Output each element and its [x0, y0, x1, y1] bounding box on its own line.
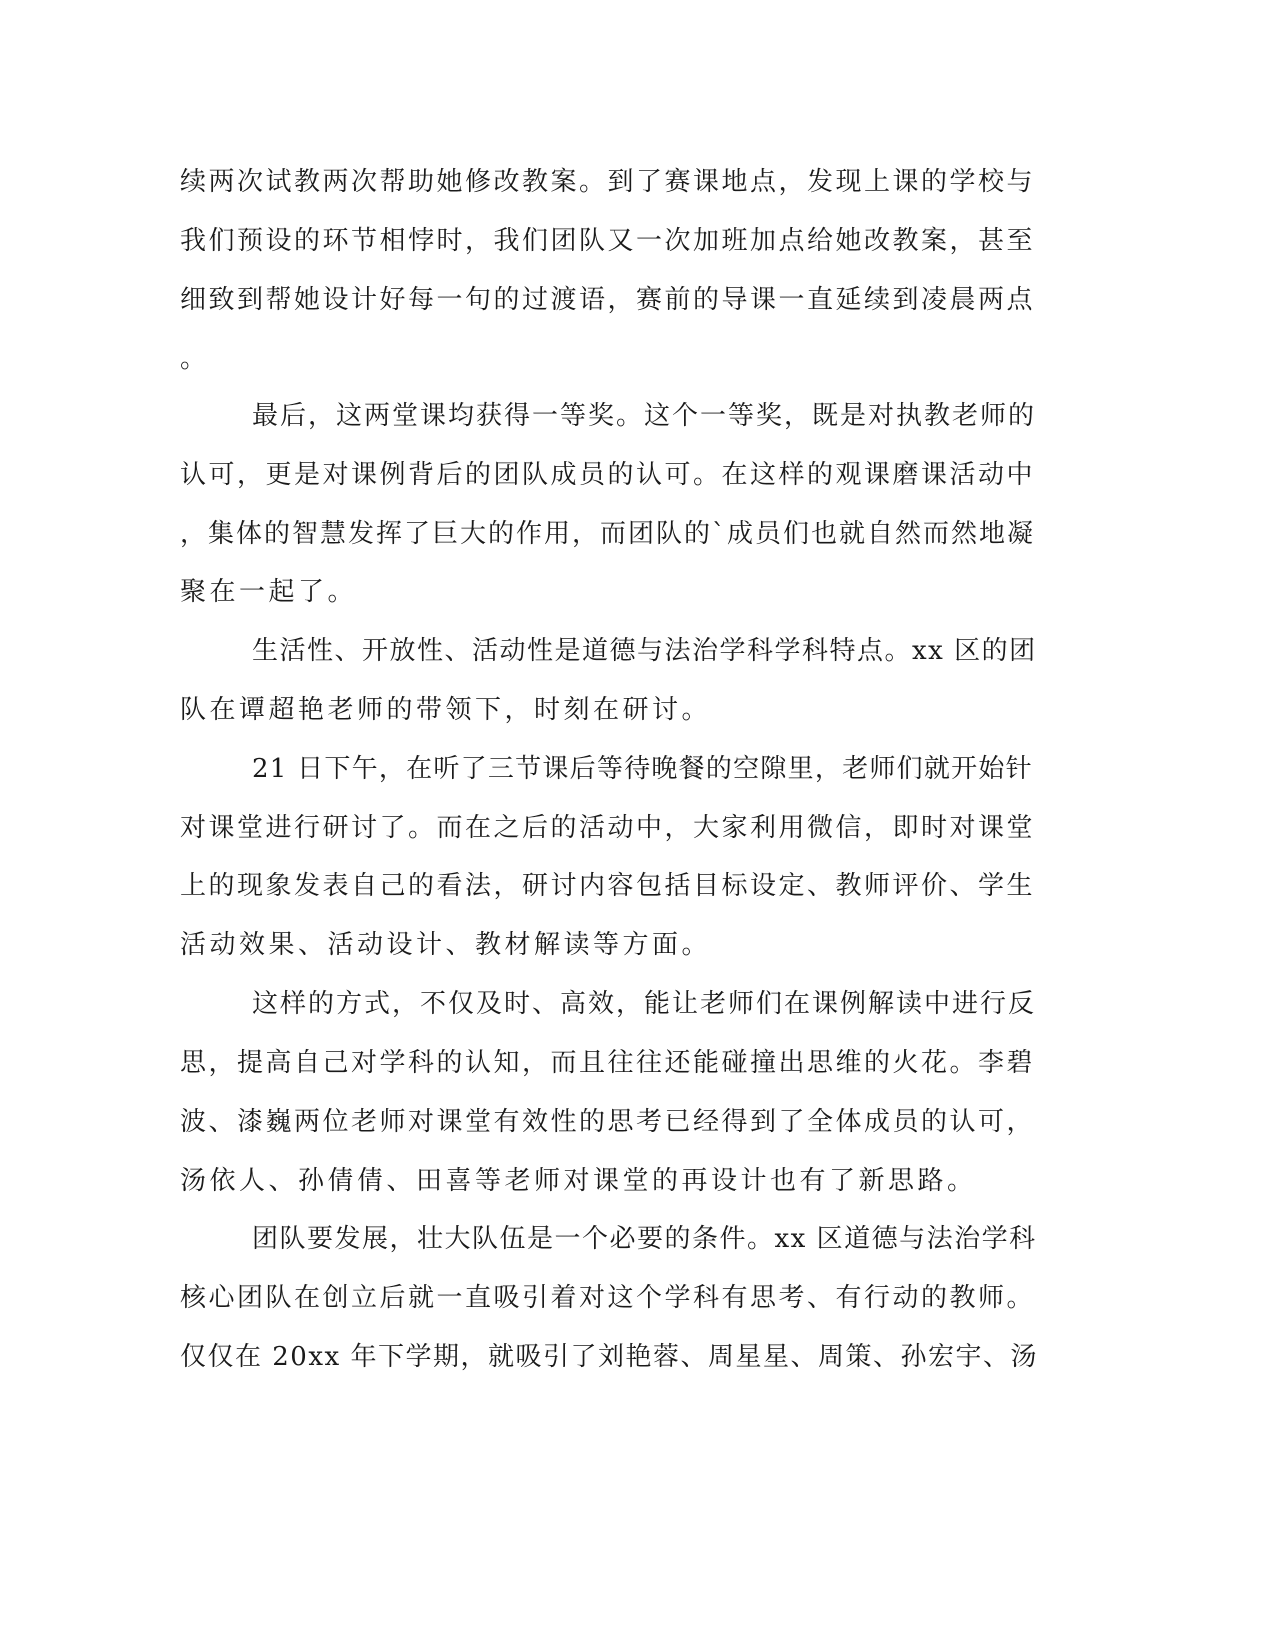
paragraph-first-line: 这样的方式，不仅及时、高效，能让老师们在课例解读中进行反: [252, 989, 1037, 1019]
text-line: 活动效果、活动设计、教材解读等方面。: [180, 930, 712, 960]
text-line: 思，提高自己对学科的认知，而且往往还能碰撞出思维的火花。李碧: [180, 1048, 1036, 1078]
text-line: 汤依人、孙倩倩、田喜等老师对课堂的再设计也有了新思路。: [180, 1166, 977, 1196]
paragraph-first-line: 团队要发展，壮大队伍是一个必要的条件。xx 区道德与法治学科: [252, 1224, 1037, 1254]
text-line: 仅仅在 20xx 年下学期，就吸引了刘艳蓉、周星星、周策、孙宏宇、汤: [180, 1342, 1038, 1372]
text-line: 核心团队在创立后就一直吸引着对这个学科有思考、有行动的教师。: [180, 1283, 1036, 1313]
text-line: 细致到帮她设计好每一句的过渡语，赛前的导课一直延续到凌晨两点: [180, 285, 1036, 315]
text-line: 。: [180, 344, 207, 374]
text-line: 续两次试教两次帮助她修改教案。到了赛课地点，发现上课的学校与: [180, 167, 1036, 197]
paragraph-first-line: 21 日下午，在听了三节课后等待晚餐的空隙里，老师们就开始针: [252, 754, 1033, 784]
text-line: 聚在一起了。: [180, 577, 358, 607]
text-line: 波、漆巍两位老师对课堂有效性的思考已经得到了全体成员的认可，: [180, 1107, 1036, 1137]
text-line: 对课堂进行研讨了。而在之后的活动中，大家利用微信，即时对课堂: [180, 813, 1036, 843]
text-line: 我们预设的环节相悖时，我们团队又一次加班加点给她改教案，甚至: [180, 226, 1036, 256]
text-line: 认可，更是对课例背后的团队成员的认可。在这样的观课磨课活动中: [180, 460, 1036, 490]
paragraph-first-line: 生活性、开放性、活动性是道德与法治学科学科特点。xx 区的团: [252, 636, 1037, 666]
text-line: ，集体的智慧发挥了巨大的作用，而团队的`成员们也就自然而然地凝: [180, 519, 1036, 549]
text-line: 队在谭超艳老师的带领下，时刻在研讨。: [180, 695, 712, 725]
paragraph-first-line: 最后，这两堂课均获得一等奖。这个一等奖，既是对执教老师的: [252, 401, 1037, 431]
text-line: 上的现象发表自己的看法，研讨内容包括目标设定、教师评价、学生: [180, 871, 1036, 901]
